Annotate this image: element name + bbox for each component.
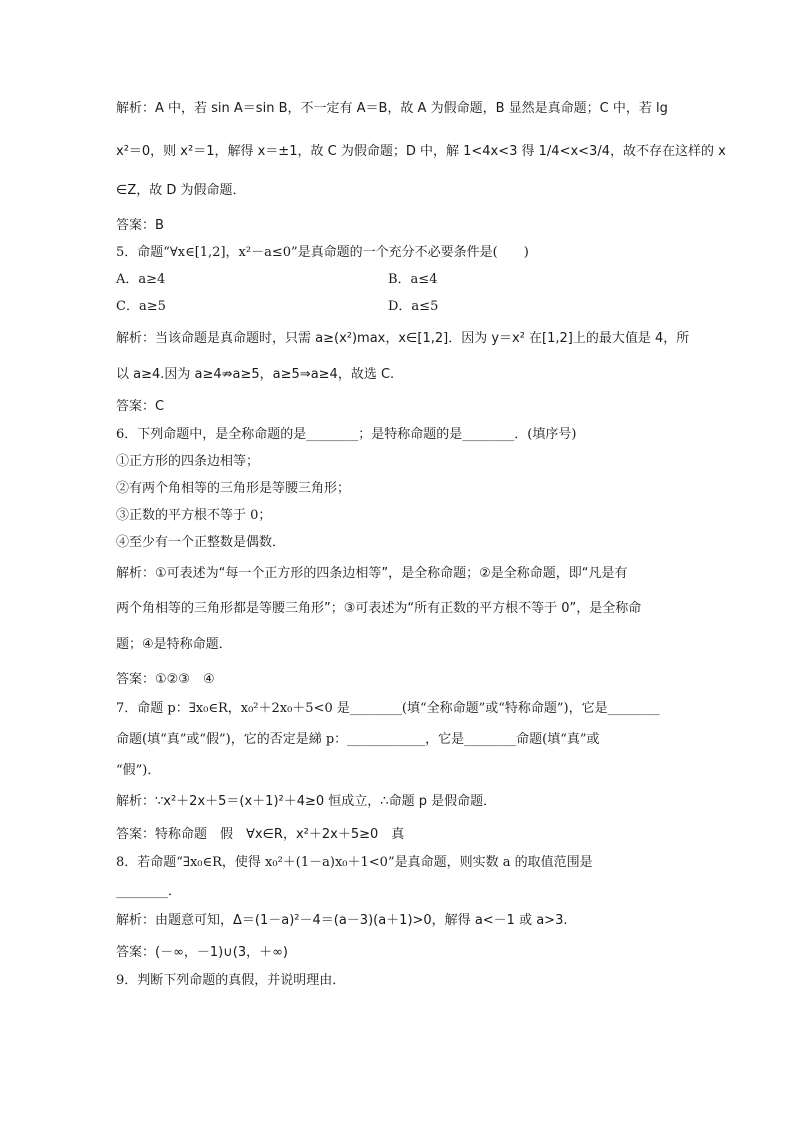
question-8-line-2: ________． [116,884,182,899]
option-5-b: B．a≤4 [388,272,438,287]
answer-8: 答案：(－∞，－1)∪(3，＋∞) [116,945,289,960]
question-6-item-1: ①正方形的四条边相等； [116,454,260,469]
answer-4: 答案：B [116,218,164,233]
question-9-stem: 9．判断下列命题的真假，并说明理由． [116,973,346,988]
question-7-line-3: “假”)． [116,763,161,778]
solution-4-line-2: x²＝0，则 x²＝1，解得 x＝±1，故 C 为假命题；D 中，解 1<4x<3 得 1/4<x<3/4，故不存在这样的 x [116,144,726,159]
question-6-item-3: ③正数的平方根不等于 0； [116,508,272,523]
solution-8: 解析：由题意可知，Δ＝(1－a)²－4＝(a－3)(a＋1)>0，解得 a<－1 或 a>3. [116,913,568,928]
solution-5-line-1: 解析：当该命题是真命题时，只需 a≥(x²)max，x∈[1,2]．因为 y＝x² 在[1,2]上的最大值是 4，所 [116,331,690,346]
answer-5: 答案：C [116,399,165,414]
solution-4-line-3: ∈Z，故 D 为假命题． [116,183,246,198]
question-7-line-1: 7．命题 p：∃x₀∈R，x₀²＋2x₀＋5<0 是________(填“全称命题”或“特称命题”)，它是________ [116,701,660,716]
solution-6-line-1: 解析：①可表述为“每一个正方形的四条边相等”，是全称命题；②是全称命题，即“凡是有 [116,566,628,581]
option-5-c: C．a≥5 [116,299,166,314]
question-8-line-1: 8．若命题“∃x₀∈R，使得 x₀²＋(1－a)x₀＋1<0”是真命题，则实数 a 的取值范围是 [116,855,593,870]
option-5-d: D．a≤5 [388,299,439,314]
option-5-a: A．a≥4 [116,272,166,287]
solution-6-line-3: 题；④是特称命题． [116,637,232,652]
solution-6-line-2: 两个角相等的三角形都是等腰三角形”；③可表述为“所有正数的平方根不等于 0”，是全称命 [116,601,642,616]
question-7-line-2: 命题(填“真”或“假”)，它的否定是綈 p：____________，它是________命题(填“真”或 [116,732,600,747]
answer-7: 答案：特称命题 假 ∀x∈R，x²＋2x＋5≥0 真 [116,827,405,842]
answer-6: 答案：①②③ ④ [116,672,215,687]
question-6-item-2: ②有两个角相等的三角形是等腰三角形； [116,481,351,496]
question-6-stem: 6．下列命题中，是全称命题的是________；是特称命题的是________．(填序号) [116,427,577,442]
solution-7: 解析：∵x²＋2x＋5＝(x＋1)²＋4≥0 恒成立，∴命题 p 是假命题． [116,794,497,809]
question-6-item-4: ④至少有一个正整数是偶数． [116,535,286,550]
question-5-stem: 5．命题“∀x∈[1,2]，x²－a≤0”是真命题的一个充分不必要条件是( ) [116,245,529,260]
solution-4-line-1: 解析：A 中，若 sin A＝sin B，不一定有 A＝B，故 A 为假命题，B 显然是真命题；C 中，若 lg [116,101,668,116]
solution-5-line-2: 以 a≥4.因为 a≥4⇏a≥5，a≥5⇒a≥4，故选 C. [116,367,395,382]
